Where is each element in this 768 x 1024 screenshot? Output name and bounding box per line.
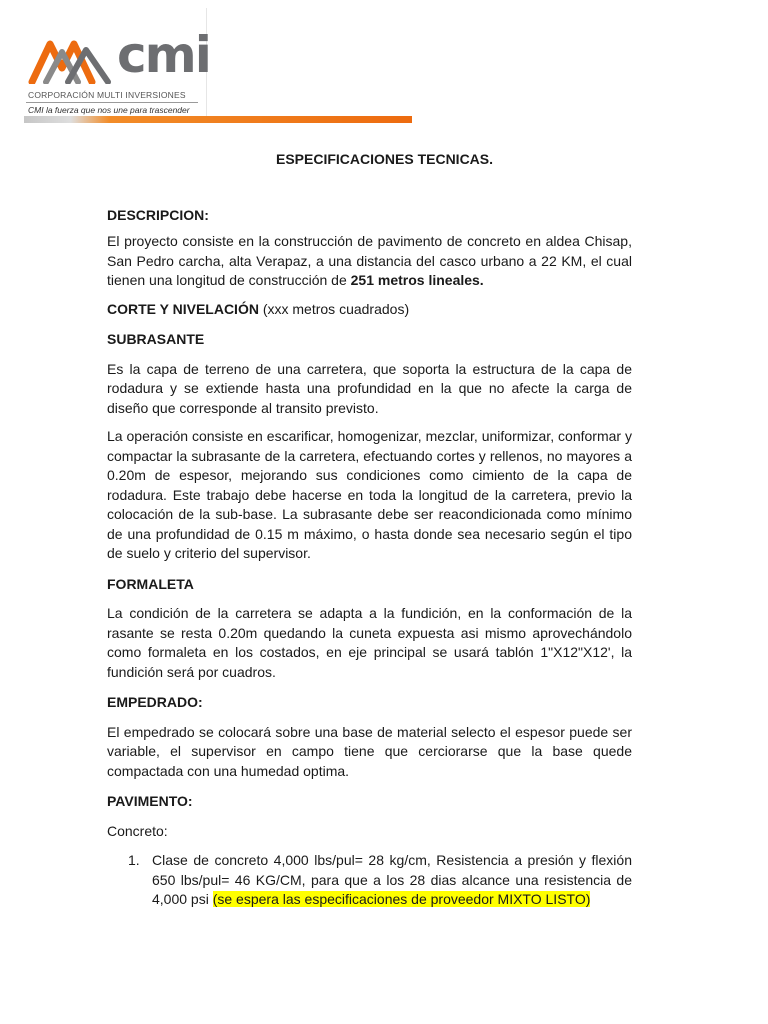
pavimento-heading: PAVIMENTO: (107, 793, 193, 809)
corte-heading: CORTE Y NIVELACIÓN (107, 300, 259, 317)
logo-rule (26, 102, 198, 103)
empedrado-heading: EMPEDRADO: (107, 694, 203, 710)
list-item (107, 851, 632, 910)
list-item-highlight: (se espera las especificaciones de proveedor MIXTO LISTO) (212, 891, 591, 907)
logo-wordmark: cmi (117, 26, 210, 84)
document-body (107, 150, 632, 910)
subrasante-paragraph-2: La operación consiste en escarificar, homogenizar, mezclar, uniformizar, conformar y compactar la subrasante de la carretera, efectuando cortes y rellenos, no mayores a 0.20m de espesor, mejorando sus condiciones como cimiento de la capa de rodadura. Este trabajo debe hacerse en toda la longitud de la carretera, previo la colocación de la sub-base. La subrasante debe ser reacondicionada como mínimo de una profundidad de 0.15 m máximo, o hasta donde sea necesario según el tipo de suelo y criterio del supervisor. (107, 428, 632, 561)
subrasante-paragraph-1: Es la capa de terreno de una carretera, que soporta la estructura de la capa de rodadura y se extiende hasta una profundidad en la que no afecte la carga de diseño que corresponde al transito previsto. (107, 360, 632, 416)
descripcion-paragraph (107, 232, 632, 291)
descripcion-heading: DESCRIPCION: (107, 206, 209, 223)
list-item-text: Clase de concreto 4,000 lbs/pul= 28 kg/cm, Resistencia a presión y flexión 650 lbs/pul= 46 KG/CM, para que a los 28 dias alcance una resistencia de 4,000 psi (152, 852, 632, 907)
pavimento-list (107, 851, 632, 910)
formaleta-paragraph: La condición de la carretera se adapta a la fundición, en la conformación de la rasante se resta 0.20m quedando la cuneta expuesta asi mismo aprovechándolo como formaleta en los costados, en eje principal se usará tablón 1"X12"X12', la fundición será por cuadros. (107, 605, 632, 680)
formaleta-heading: FORMALETA (107, 575, 194, 592)
subrasante-heading: SUBRASANTE (107, 331, 205, 347)
corte-note: (xxx metros cuadrados) (258, 300, 410, 317)
logo-tagline: CMI la fuerza que nos une para trascender (28, 105, 190, 115)
empedrado-paragraph: El empedrado se colocará sobre una base de material selecto el espesor puede ser variable, el supervisor en campo tiene que cerciorarse que la base quede compactada con una humedad optima. (107, 723, 632, 779)
cmi-logo-mark-icon (28, 38, 116, 84)
descripcion-length: 251 metros lineales. (350, 272, 484, 288)
document-title: ESPECIFICACIONES TECNICAS. (275, 151, 494, 167)
list-item-number: 1. (128, 852, 140, 868)
logo-subtitle: CORPORACIÓN MULTI INVERSIONES (28, 90, 186, 100)
logo-color-bar (24, 116, 412, 123)
descripcion-text: El proyecto consiste en la construcción de pavimento de concreto en aldea Chisap, San Pedro carcha, alta Verapaz, a una distancia del casco urbano a 22 KM, el cual tienen una longitud de construcción de (107, 233, 632, 288)
pavimento-intro: Concreto: (107, 822, 168, 839)
corte-line (107, 300, 632, 320)
company-logo (22, 8, 412, 126)
